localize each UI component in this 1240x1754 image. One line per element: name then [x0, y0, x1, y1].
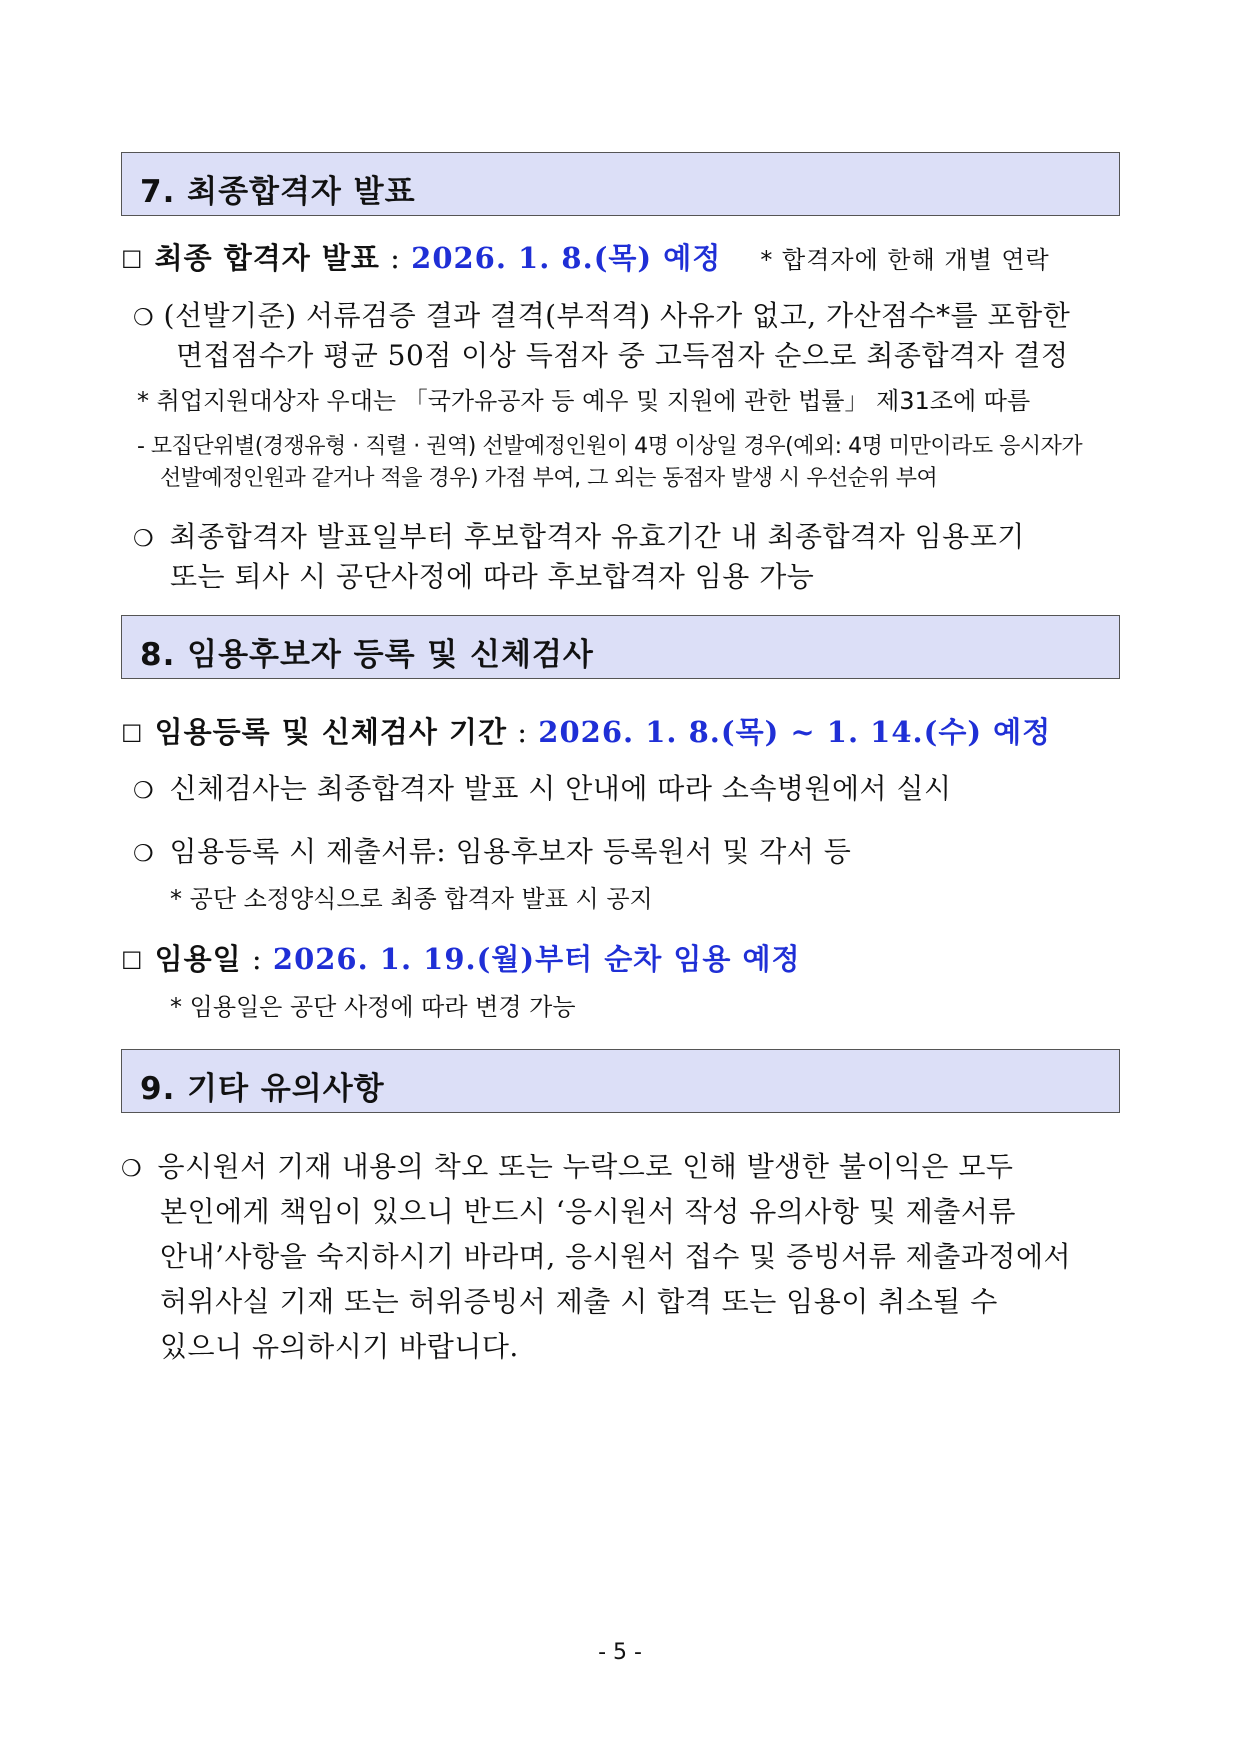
section-8-title: 8. 임용후보자 등록 및 신체검사: [140, 637, 594, 673]
sec9-para-line1: ❍ 응시원서 기재 내용의 착오 또는 누락으로 인해 발생한 불이익은 모두: [121, 1150, 1014, 1183]
sec7-bonus-dash-line1: - 모집단위별(경쟁유형 · 직렬 · 권역) 선발예정인원이 4명 이상일 경우(예외: 4명 미만이라도 응시자가: [137, 434, 1083, 459]
section-7-header: [121, 152, 1120, 216]
section-7-title: 7. 최종합격자 발표: [140, 174, 416, 210]
section-9-title: 9. 기타 유의사항: [140, 1071, 385, 1107]
sec7-criteria-line2: 면접점수가 평균 50점 이상 득점자 중 고득점자 순으로 최종합격자 결정: [176, 339, 1069, 372]
circle-bullet-icon: ❍: [121, 1156, 143, 1182]
individual-contact-note: * 합격자에 한해 개별 연락: [760, 246, 1050, 274]
sec7-veteran-note: * 취업지원대상자 우대는 「국가유공자 등 예우 및 지원에 관한 법률」 제31조에 따름: [137, 387, 1031, 415]
sec9-para-line5: 있으니 유의하시기 바랍니다.: [160, 1330, 519, 1363]
announcement-date: 2026. 1. 8.(목) 예정: [411, 241, 722, 275]
sec8-appointment-note: * 임용일은 공단 사정에 따라 변경 가능: [170, 993, 576, 1021]
sec8-physical-exam: ❍ 신체검사는 최종합격자 발표 시 안내에 따라 소속병원에서 실시: [133, 772, 952, 805]
section-9-header: [121, 1049, 1120, 1113]
checkbox-square-icon: ☐: [121, 947, 144, 975]
sec8-documents-note: * 공단 소정양식으로 최종 합격자 발표 시 공지: [170, 885, 653, 913]
sec8-item-appointment-date: ☐ 임용일 : 2026. 1. 19.(월)부터 순차 임용 예정: [121, 942, 801, 976]
sec9-para-line3: 안내’사항을 숙지하시기 바라며, 응시원서 접수 및 증빙서류 제출과정에서: [160, 1240, 1072, 1273]
sec7-reserve-line1: ❍ 최종합격자 발표일부터 후보합격자 유효기간 내 최종합격자 임용포기: [133, 520, 1025, 553]
sec7-bonus-dash-line2: 선발예정인원과 같거나 적을 경우) 가점 부여, 그 외는 동점자 발생 시 우선순위 부여: [160, 466, 938, 491]
sec9-para-line4: 허위사실 기재 또는 허위증빙서 제출 시 합격 또는 임용이 취소될 수: [160, 1285, 998, 1318]
sec8-required-documents: ❍ 임용등록 시 제출서류: 임용후보자 등록원서 및 각서 등: [133, 835, 852, 868]
circle-bullet-icon: ❍: [133, 526, 155, 552]
sec7-criteria-line1: ❍ (선발기준) 서류검증 결과 결격(부적격) 사유가 없고, 가산점수*를 포함한: [133, 299, 1071, 332]
sec8-item-registration-period: ☐ 임용등록 및 신체검사 기간 : 2026. 1. 8.(목) ~ 1. 14.(수) 예정: [121, 715, 1052, 749]
sec9-para-line2: 본인에게 책임이 있으니 반드시 ‘응시원서 작성 유의사항 및 제출서류: [160, 1195, 1016, 1228]
circle-bullet-icon: ❍: [133, 305, 155, 331]
section-8-header: [121, 615, 1120, 679]
page-number: - 5 -: [598, 1640, 642, 1665]
checkbox-square-icon: ☐: [121, 246, 144, 274]
appointment-date: 2026. 1. 19.(월)부터 순차 임용 예정: [272, 942, 801, 976]
sec7-item-final-announcement: ☐ 최종 합격자 발표 : 2026. 1. 8.(목) 예정 * 합격자에 한해 개별 연락: [121, 241, 1050, 275]
sec7-reserve-line2: 또는 퇴사 시 공단사정에 따라 후보합격자 임용 가능: [170, 560, 815, 593]
checkbox-square-icon: ☐: [121, 720, 144, 748]
circle-bullet-icon: ❍: [133, 778, 155, 804]
registration-period-dates: 2026. 1. 8.(목) ~ 1. 14.(수) 예정: [538, 715, 1052, 749]
circle-bullet-icon: ❍: [133, 841, 155, 867]
